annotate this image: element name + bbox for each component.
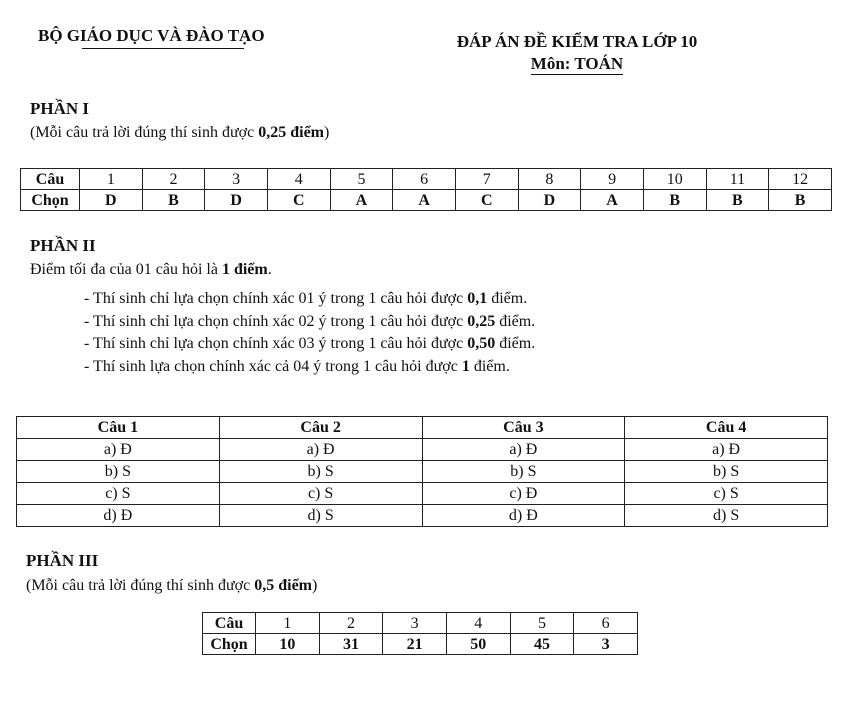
rule-text: - Thí sinh lựa chọn chính xác cả 04 ý trong 1 câu hỏi được (84, 357, 462, 375)
table-cell: a) Đ (625, 439, 828, 461)
table-cell: c) Đ (422, 483, 625, 505)
part1-note-score: 0,25 điểm (258, 124, 325, 141)
rule-text: - Thí sinh chỉ lựa chọn chính xác 02 ý trong 1 câu hỏi được (84, 312, 468, 330)
answer-cell: D (205, 190, 268, 211)
table-cell: b) S (625, 461, 828, 483)
part3-answer-table (202, 612, 638, 655)
question-number: 3 (205, 169, 268, 190)
answer-cell: A (330, 190, 393, 211)
ministry-underline (82, 48, 244, 49)
question-number: 5 (510, 613, 574, 634)
part1-note (30, 124, 329, 142)
column-header: Câu 2 (219, 417, 422, 439)
row-label-question: Câu (203, 613, 256, 634)
table-cell: b) S (17, 461, 220, 483)
table-cell: b) S (422, 461, 625, 483)
answer-cell: 21 (383, 634, 447, 655)
table-cell: d) Đ (422, 505, 625, 527)
table-header-row (17, 417, 828, 439)
question-number: 12 (769, 169, 832, 190)
rule-suffix: điểm. (487, 290, 528, 307)
rule-score: 0,1 (467, 290, 488, 307)
part1-note-suffix: ) (324, 124, 330, 141)
part3-note-prefix: (Mỗi câu trả lời đúng thí sinh được (26, 577, 255, 594)
question-number: 2 (142, 169, 205, 190)
ministry-name: BỘ GIÁO DỤC VÀ ĐÀO TẠO (38, 26, 265, 45)
table-row (21, 169, 832, 190)
row-label-answer: Chọn (203, 634, 256, 655)
answer-cell: B (142, 190, 205, 211)
answer-cell: B (769, 190, 832, 211)
list-item (84, 311, 535, 334)
answer-cell: A (581, 190, 644, 211)
part1-title: PHẦN I (30, 99, 90, 118)
table-cell: d) Đ (17, 505, 220, 527)
question-number: 8 (518, 169, 581, 190)
answer-cell: B (706, 190, 769, 211)
list-item (84, 356, 535, 379)
part2-title: PHẦN II (30, 236, 96, 255)
part2-max-score (30, 261, 272, 279)
answer-cell: B (643, 190, 706, 211)
answer-cell: C (267, 190, 330, 211)
question-number: 3 (383, 613, 447, 634)
question-number: 11 (706, 169, 769, 190)
part3-title: PHẦN III (26, 551, 99, 570)
table-row (17, 439, 828, 461)
answer-cell: 50 (446, 634, 510, 655)
row-label-question: Câu (21, 169, 80, 190)
part1-answer-table (20, 168, 832, 211)
answer-cell: C (455, 190, 518, 211)
rule-suffix: điểm. (495, 335, 536, 352)
question-number: 1 (80, 169, 143, 190)
answer-cell: 45 (510, 634, 574, 655)
table-cell: a) Đ (17, 439, 220, 461)
rule-text: - Thí sinh chỉ lựa chọn chính xác 03 ý trong 1 câu hỏi được (84, 335, 468, 352)
question-number: 6 (574, 613, 638, 634)
part2-answer-table (16, 416, 828, 527)
question-number: 6 (393, 169, 456, 190)
question-number: 7 (455, 169, 518, 190)
document-title: ĐÁP ÁN ĐỀ KIỂM TRA LỚP 10 (456, 32, 698, 51)
part2-rules-list (84, 288, 535, 378)
list-item (84, 333, 535, 356)
part3-note (26, 577, 317, 595)
table-row (17, 483, 828, 505)
question-number: 9 (581, 169, 644, 190)
rule-suffix: điểm. (495, 312, 536, 330)
table-cell: c) S (17, 483, 220, 505)
question-number: 1 (256, 613, 320, 634)
question-number: 4 (446, 613, 510, 634)
question-number: 10 (643, 169, 706, 190)
answer-cell: D (80, 190, 143, 211)
part3-note-suffix: ) (312, 577, 318, 594)
part2-max-bold: 1 điểm (221, 261, 268, 278)
table-cell: b) S (219, 461, 422, 483)
answer-cell: 3 (574, 634, 638, 655)
rule-suffix: điểm. (469, 357, 510, 375)
list-item (84, 288, 535, 311)
column-header: Câu 4 (625, 417, 828, 439)
rule-score: 1 (461, 357, 470, 375)
answer-cell: D (518, 190, 581, 211)
column-header: Câu 3 (422, 417, 625, 439)
table-cell: c) S (625, 483, 828, 505)
table-row (203, 634, 638, 655)
table-cell: c) S (219, 483, 422, 505)
table-row (21, 190, 832, 211)
table-cell: d) S (219, 505, 422, 527)
answer-cell: 10 (256, 634, 320, 655)
answer-cell: 31 (319, 634, 383, 655)
table-cell: a) Đ (219, 439, 422, 461)
table-cell: a) Đ (422, 439, 625, 461)
table-cell: d) S (625, 505, 828, 527)
row-label-answer: Chọn (21, 190, 80, 211)
part2-max-prefix: Điểm tối đa của 01 câu hỏi là (30, 261, 222, 278)
subject-label: Môn: TOÁN (530, 54, 624, 73)
table-row (17, 505, 828, 527)
column-header: Câu 1 (17, 417, 220, 439)
question-number: 2 (319, 613, 383, 634)
document-title-block (432, 31, 722, 75)
question-number: 4 (267, 169, 330, 190)
rule-score: 0,50 (467, 335, 496, 352)
rule-score: 0,25 (467, 312, 496, 330)
part3-note-score: 0,5 điểm (254, 577, 313, 594)
table-row (17, 461, 828, 483)
question-number: 5 (330, 169, 393, 190)
rule-text: - Thí sinh chỉ lựa chọn chính xác 01 ý trong 1 câu hỏi được (84, 290, 468, 307)
part2-max-suffix: . (267, 261, 272, 278)
table-row (203, 613, 638, 634)
part1-note-prefix: (Mỗi câu trả lời đúng thí sinh được (30, 124, 259, 141)
answer-cell: A (393, 190, 456, 211)
